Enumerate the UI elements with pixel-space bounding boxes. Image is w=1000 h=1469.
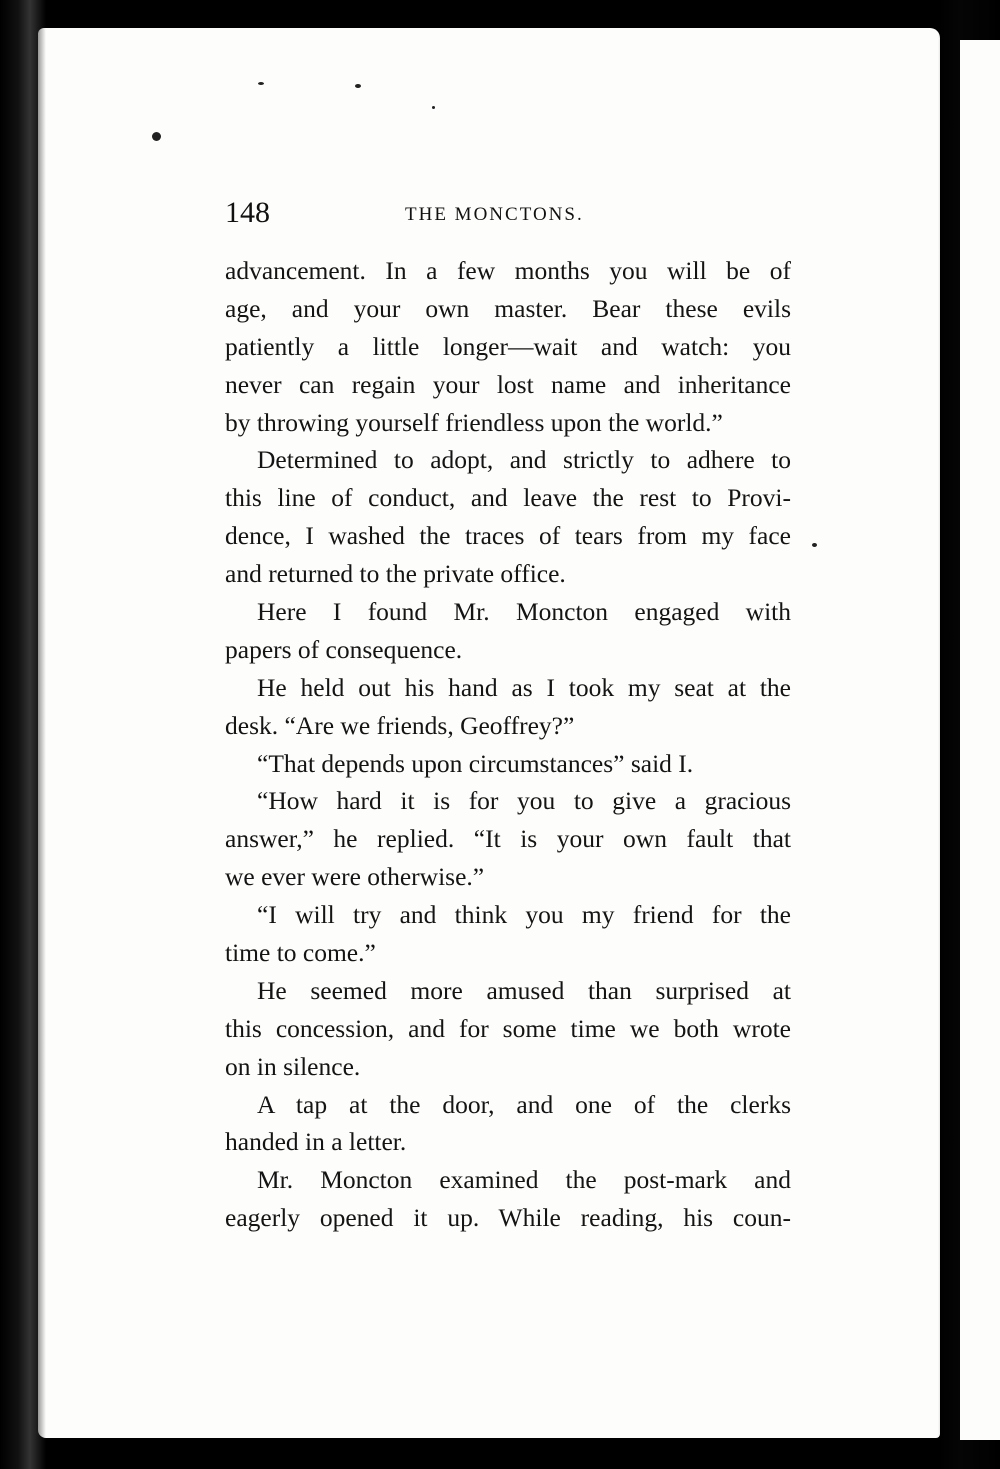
text-line: this line of conduct, and leave the rest to Provi- [225, 483, 791, 513]
text-line: by throwing yourself friendless upon the world.” [225, 407, 723, 437]
body-text [225, 252, 791, 1237]
adjacent-page-strip [960, 40, 1000, 1440]
text-line: time to come.” [225, 938, 376, 968]
text-line: He seemed more amused than surprised at [257, 975, 791, 1005]
ink-speck [355, 84, 361, 88]
text-line: A tap at the door, and one of the clerks [257, 1089, 791, 1119]
text-line: age, and your own master. Bear these evils [225, 293, 791, 323]
text-line: eagerly opened it up. While reading, his coun- [225, 1203, 791, 1233]
page-header [225, 196, 805, 236]
text-line: “How hard it is for you to give a gracious [257, 786, 791, 816]
text-line: Here I found Mr. Moncton engaged with [257, 597, 791, 627]
running-head: THE MONCTONS. [405, 204, 584, 225]
text-line: advancement. In a few months you will be of [225, 256, 791, 285]
text-line: never can regain your lost name and inheritance [225, 369, 791, 399]
scan-left-edge [0, 0, 46, 1469]
text-line: this concession, and for some time we both wrote [225, 1013, 791, 1043]
text-line: desk. “Are we friends, Geoffrey?” [225, 710, 575, 740]
text-line: on in silence. [225, 1051, 361, 1081]
text-line: Determined to adopt, and strictly to adhere to [257, 445, 791, 475]
text-line: we ever were otherwise.” [225, 862, 485, 892]
ink-speck [812, 543, 817, 547]
text-line: answer,” he replied. “It is your own fault that [225, 824, 791, 854]
text-line: dence, I washed the traces of tears from my face [225, 521, 791, 551]
ink-speck [432, 106, 435, 109]
text-line: He held out his hand as I took my seat at the [257, 672, 791, 702]
text-line: papers of consequence. [225, 634, 463, 664]
text-line: Mr. Moncton examined the post-mark and [257, 1165, 791, 1195]
ink-speck [258, 82, 264, 85]
page-number: 148 [225, 196, 270, 229]
text-line: and returned to the private office. [225, 559, 566, 589]
text-line: patiently a little longer—wait and watch: you [225, 331, 791, 361]
text-line: handed in a letter. [225, 1127, 407, 1157]
text-line: “That depends upon circumstances” said I. [257, 748, 694, 778]
ink-speck [152, 132, 161, 141]
text-line: “I will try and think you my friend for the [257, 900, 791, 930]
